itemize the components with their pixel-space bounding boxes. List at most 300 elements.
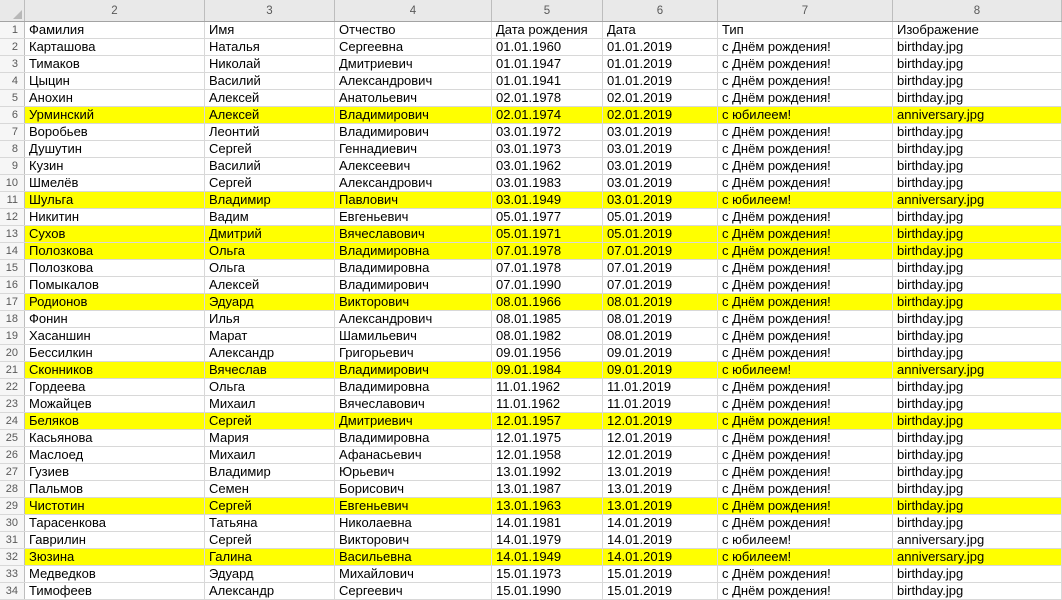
cell-birth-date[interactable]: 14.01.1949	[492, 549, 603, 565]
cell-birth-date[interactable]: 14.01.1979	[492, 532, 603, 548]
cell-surname[interactable]: Помыкалов	[25, 277, 205, 293]
cell-date[interactable]: 15.01.2019	[603, 566, 718, 582]
row-number-6[interactable]: 6	[0, 107, 25, 123]
cell-type[interactable]: с юбилеем!	[718, 107, 893, 123]
row-number-15[interactable]: 15	[0, 260, 25, 276]
cell-date[interactable]: 01.01.2019	[603, 56, 718, 72]
cell-first-name[interactable]: Дмитрий	[205, 226, 335, 242]
cell-first-name[interactable]: Сергей	[205, 498, 335, 514]
header-cell-surname[interactable]: Фамилия	[25, 22, 205, 38]
cell-birth-date[interactable]: 07.01.1990	[492, 277, 603, 293]
row-number-28[interactable]: 28	[0, 481, 25, 497]
cell-type[interactable]: с Днём рождения!	[718, 430, 893, 446]
row-number-25[interactable]: 25	[0, 430, 25, 446]
cell-image[interactable]: birthday.jpg	[893, 260, 1062, 276]
header-cell-birth-date[interactable]: Дата рождения	[492, 22, 603, 38]
cell-patronymic[interactable]: Михайлович	[335, 566, 492, 582]
cell-patronymic[interactable]: Вячеславович	[335, 396, 492, 412]
row-number-31[interactable]: 31	[0, 532, 25, 548]
cell-patronymic[interactable]: Владимировна	[335, 379, 492, 395]
cell-date[interactable]: 03.01.2019	[603, 158, 718, 174]
table-row	[0, 583, 1062, 600]
cell-date[interactable]: 11.01.2019	[603, 379, 718, 395]
cell-patronymic[interactable]: Геннадиевич	[335, 141, 492, 157]
cell-first-name[interactable]: Сергей	[205, 175, 335, 191]
cell-type[interactable]: с Днём рождения!	[718, 243, 893, 259]
cell-date[interactable]: 07.01.2019	[603, 260, 718, 276]
cell-date[interactable]: 01.01.2019	[603, 39, 718, 55]
cell-first-name[interactable]: Леонтий	[205, 124, 335, 140]
row-number-24[interactable]: 24	[0, 413, 25, 429]
header-cell-first-name[interactable]: Имя	[205, 22, 335, 38]
cell-first-name[interactable]: Галина	[205, 549, 335, 565]
cell-date[interactable]: 12.01.2019	[603, 447, 718, 463]
column-header-6[interactable]: 6	[603, 0, 718, 21]
cell-date[interactable]: 08.01.2019	[603, 294, 718, 310]
cell-patronymic[interactable]: Викторович	[335, 532, 492, 548]
cell-date[interactable]: 01.01.2019	[603, 73, 718, 89]
cell-image[interactable]: birthday.jpg	[893, 413, 1062, 429]
cell-type[interactable]: с Днём рождения!	[718, 90, 893, 106]
cell-date[interactable]: 05.01.2019	[603, 226, 718, 242]
row-number-17[interactable]: 17	[0, 294, 25, 310]
cell-surname[interactable]: Никитин	[25, 209, 205, 225]
row-number-11[interactable]: 11	[0, 192, 25, 208]
cell-date[interactable]: 12.01.2019	[603, 430, 718, 446]
cell-birth-date[interactable]: 15.01.1973	[492, 566, 603, 582]
cell-birth-date[interactable]: 13.01.1963	[492, 498, 603, 514]
row-number-27[interactable]: 27	[0, 464, 25, 480]
row-number-2[interactable]: 2	[0, 39, 25, 55]
cell-type[interactable]: с Днём рождения!	[718, 447, 893, 463]
cell-image[interactable]: birthday.jpg	[893, 90, 1062, 106]
cell-first-name[interactable]: Сергей	[205, 413, 335, 429]
cell-image[interactable]: birthday.jpg	[893, 566, 1062, 582]
cell-type[interactable]: с Днём рождения!	[718, 311, 893, 327]
cell-date[interactable]: 14.01.2019	[603, 549, 718, 565]
cell-patronymic[interactable]: Владимировна	[335, 260, 492, 276]
cell-first-name[interactable]: Василий	[205, 158, 335, 174]
table-row	[0, 311, 1062, 328]
header-cell-type[interactable]: Тип	[718, 22, 893, 38]
cell-image[interactable]: birthday.jpg	[893, 379, 1062, 395]
cell-birth-date[interactable]: 07.01.1978	[492, 260, 603, 276]
column-header-8[interactable]: 8	[893, 0, 1062, 21]
cell-image[interactable]: birthday.jpg	[893, 515, 1062, 531]
table-row	[0, 566, 1062, 583]
cell-date[interactable]: 07.01.2019	[603, 243, 718, 259]
table-row	[0, 73, 1062, 90]
cell-birth-date[interactable]: 01.01.1941	[492, 73, 603, 89]
cell-type[interactable]: с Днём рождения!	[718, 566, 893, 582]
cell-type[interactable]: с Днём рождения!	[718, 124, 893, 140]
cell-date[interactable]: 05.01.2019	[603, 209, 718, 225]
cell-surname[interactable]: Воробьев	[25, 124, 205, 140]
cell-patronymic[interactable]: Григорьевич	[335, 345, 492, 361]
cell-birth-date[interactable]: 02.01.1978	[492, 90, 603, 106]
cell-first-name[interactable]: Татьяна	[205, 515, 335, 531]
cell-surname[interactable]: Тимофеев	[25, 583, 205, 599]
cell-image[interactable]: anniversary.jpg	[893, 192, 1062, 208]
cell-birth-date[interactable]: 15.01.1990	[492, 583, 603, 599]
cell-type[interactable]: с Днём рождения!	[718, 294, 893, 310]
cell-surname[interactable]: Беляков	[25, 413, 205, 429]
cell-surname[interactable]: Родионов	[25, 294, 205, 310]
select-all-corner[interactable]	[0, 0, 25, 21]
cell-patronymic[interactable]: Евгеньевич	[335, 209, 492, 225]
table-row	[0, 124, 1062, 141]
cell-birth-date[interactable]: 12.01.1957	[492, 413, 603, 429]
row-number-30[interactable]: 30	[0, 515, 25, 531]
cell-surname[interactable]: Чистотин	[25, 498, 205, 514]
cell-first-name[interactable]: Владимир	[205, 192, 335, 208]
cell-surname[interactable]: Медведков	[25, 566, 205, 582]
row-number-4[interactable]: 4	[0, 73, 25, 89]
cell-date[interactable]: 11.01.2019	[603, 396, 718, 412]
cell-date[interactable]: 03.01.2019	[603, 124, 718, 140]
row-number-7[interactable]: 7	[0, 124, 25, 140]
cell-surname[interactable]: Гаврилин	[25, 532, 205, 548]
cell-image[interactable]: birthday.jpg	[893, 464, 1062, 480]
select-all-triangle-icon	[13, 10, 22, 19]
cell-birth-date[interactable]: 08.01.1982	[492, 328, 603, 344]
cell-surname[interactable]: Душутин	[25, 141, 205, 157]
cell-date[interactable]: 14.01.2019	[603, 515, 718, 531]
cell-image[interactable]: anniversary.jpg	[893, 107, 1062, 123]
cell-patronymic[interactable]: Викторович	[335, 294, 492, 310]
cell-type[interactable]: с Днём рождения!	[718, 277, 893, 293]
table-row	[0, 243, 1062, 260]
row-number-8[interactable]: 8	[0, 141, 25, 157]
cell-birth-date[interactable]: 14.01.1981	[492, 515, 603, 531]
row-number-21[interactable]: 21	[0, 362, 25, 378]
cell-surname[interactable]: Сухов	[25, 226, 205, 242]
cell-type[interactable]: с Днём рождения!	[718, 141, 893, 157]
table-row	[0, 413, 1062, 430]
cell-image[interactable]: birthday.jpg	[893, 498, 1062, 514]
cell-image[interactable]: birthday.jpg	[893, 175, 1062, 191]
cell-patronymic[interactable]: Владимировна	[335, 243, 492, 259]
cell-patronymic[interactable]: Александрович	[335, 175, 492, 191]
column-header-5[interactable]: 5	[492, 0, 603, 21]
cell-date[interactable]: 13.01.2019	[603, 464, 718, 480]
cell-date[interactable]: 15.01.2019	[603, 583, 718, 599]
cell-type[interactable]: с Днём рождения!	[718, 498, 893, 514]
cell-image[interactable]: birthday.jpg	[893, 243, 1062, 259]
cell-image[interactable]: birthday.jpg	[893, 73, 1062, 89]
cell-surname[interactable]: Полозкова	[25, 243, 205, 259]
row-number-29[interactable]: 29	[0, 498, 25, 514]
row-number-23[interactable]: 23	[0, 396, 25, 412]
row-number-26[interactable]: 26	[0, 447, 25, 463]
table-row	[0, 430, 1062, 447]
cell-birth-date[interactable]: 12.01.1958	[492, 447, 603, 463]
cell-surname[interactable]: Сконников	[25, 362, 205, 378]
cell-surname[interactable]: Можайцев	[25, 396, 205, 412]
column-header-2[interactable]: 2	[25, 0, 205, 21]
cell-birth-date[interactable]: 01.01.1947	[492, 56, 603, 72]
cell-first-name[interactable]: Михаил	[205, 447, 335, 463]
cell-patronymic[interactable]: Павлович	[335, 192, 492, 208]
cell-image[interactable]: birthday.jpg	[893, 430, 1062, 446]
table-row	[0, 532, 1062, 549]
cell-first-name[interactable]: Эдуард	[205, 566, 335, 582]
cell-surname[interactable]: Бессилкин	[25, 345, 205, 361]
header-cell-patronymic[interactable]: Отчество	[335, 22, 492, 38]
cell-image[interactable]: birthday.jpg	[893, 447, 1062, 463]
cell-type[interactable]: с Днём рождения!	[718, 396, 893, 412]
cell-date[interactable]: 03.01.2019	[603, 175, 718, 191]
row-number-19[interactable]: 19	[0, 328, 25, 344]
cell-first-name[interactable]: Сергей	[205, 532, 335, 548]
cell-date[interactable]: 09.01.2019	[603, 345, 718, 361]
cell-birth-date[interactable]: 11.01.1962	[492, 379, 603, 395]
cell-patronymic[interactable]: Владимировна	[335, 430, 492, 446]
cell-patronymic[interactable]: Владимирович	[335, 107, 492, 123]
cell-type[interactable]: с юбилеем!	[718, 532, 893, 548]
cell-surname[interactable]: Шульга	[25, 192, 205, 208]
cell-patronymic[interactable]: Владимирович	[335, 124, 492, 140]
cell-first-name[interactable]: Николай	[205, 56, 335, 72]
cell-image[interactable]: birthday.jpg	[893, 39, 1062, 55]
cell-patronymic[interactable]: Владимирович	[335, 362, 492, 378]
cell-birth-date[interactable]: 08.01.1985	[492, 311, 603, 327]
cell-surname[interactable]: Тимаков	[25, 56, 205, 72]
cell-image[interactable]: anniversary.jpg	[893, 362, 1062, 378]
cell-birth-date[interactable]: 03.01.1983	[492, 175, 603, 191]
cell-first-name[interactable]: Наталья	[205, 39, 335, 55]
cell-patronymic[interactable]: Афанасьевич	[335, 447, 492, 463]
cell-patronymic[interactable]: Васильевна	[335, 549, 492, 565]
cell-surname[interactable]: Кузин	[25, 158, 205, 174]
table-row	[0, 345, 1062, 362]
cell-surname[interactable]: Касьянова	[25, 430, 205, 446]
cell-first-name[interactable]: Ольга	[205, 379, 335, 395]
row-number-33[interactable]: 33	[0, 566, 25, 582]
cell-patronymic[interactable]: Дмитриевич	[335, 413, 492, 429]
cell-surname[interactable]: Полозкова	[25, 260, 205, 276]
cell-surname[interactable]: Фонин	[25, 311, 205, 327]
cell-first-name[interactable]: Илья	[205, 311, 335, 327]
cell-first-name[interactable]: Владимир	[205, 464, 335, 480]
cell-date[interactable]: 09.01.2019	[603, 362, 718, 378]
row-number-1[interactable]: 1	[0, 22, 25, 38]
cell-patronymic[interactable]: Вячеславович	[335, 226, 492, 242]
cell-type[interactable]: с Днём рождения!	[718, 175, 893, 191]
cell-image[interactable]: birthday.jpg	[893, 209, 1062, 225]
cell-image[interactable]: anniversary.jpg	[893, 532, 1062, 548]
cell-surname[interactable]: Гузиев	[25, 464, 205, 480]
cell-first-name[interactable]: Ольга	[205, 243, 335, 259]
cell-first-name[interactable]: Алексей	[205, 90, 335, 106]
table-row	[0, 379, 1062, 396]
cell-date[interactable]: 08.01.2019	[603, 311, 718, 327]
cell-image[interactable]: birthday.jpg	[893, 481, 1062, 497]
cell-surname[interactable]: Маслоед	[25, 447, 205, 463]
cell-image[interactable]: birthday.jpg	[893, 56, 1062, 72]
cell-image[interactable]: birthday.jpg	[893, 124, 1062, 140]
cell-birth-date[interactable]: 12.01.1975	[492, 430, 603, 446]
cell-first-name[interactable]: Эдуард	[205, 294, 335, 310]
cell-image[interactable]: birthday.jpg	[893, 311, 1062, 327]
cell-type[interactable]: с Днём рождения!	[718, 73, 893, 89]
cell-patronymic[interactable]: Шамильевич	[335, 328, 492, 344]
cell-patronymic[interactable]: Алексеевич	[335, 158, 492, 174]
cell-date[interactable]: 02.01.2019	[603, 107, 718, 123]
cell-birth-date[interactable]: 09.01.1956	[492, 345, 603, 361]
cell-first-name[interactable]: Алексей	[205, 107, 335, 123]
cell-type[interactable]: с Днём рождения!	[718, 158, 893, 174]
row-number-5[interactable]: 5	[0, 90, 25, 106]
row-number-34[interactable]: 34	[0, 583, 25, 599]
cell-patronymic[interactable]: Анатольевич	[335, 90, 492, 106]
cell-birth-date[interactable]: 05.01.1971	[492, 226, 603, 242]
cell-first-name[interactable]: Ольга	[205, 260, 335, 276]
table-row	[0, 192, 1062, 209]
cell-birth-date[interactable]: 03.01.1962	[492, 158, 603, 174]
cell-type[interactable]: с Днём рождения!	[718, 209, 893, 225]
row-number-12[interactable]: 12	[0, 209, 25, 225]
cell-patronymic[interactable]: Дмитриевич	[335, 56, 492, 72]
cell-first-name[interactable]: Александр	[205, 583, 335, 599]
cell-type[interactable]: с юбилеем!	[718, 192, 893, 208]
cell-first-name[interactable]: Мария	[205, 430, 335, 446]
cell-image[interactable]: birthday.jpg	[893, 583, 1062, 599]
cell-type[interactable]: с юбилеем!	[718, 362, 893, 378]
table-row	[0, 549, 1062, 566]
cell-type[interactable]: с Днём рождения!	[718, 481, 893, 497]
cell-date[interactable]: 13.01.2019	[603, 481, 718, 497]
cell-patronymic[interactable]: Евгеньевич	[335, 498, 492, 514]
cell-surname[interactable]: Шмелёв	[25, 175, 205, 191]
cell-patronymic[interactable]: Николаевна	[335, 515, 492, 531]
cell-first-name[interactable]: Алексей	[205, 277, 335, 293]
cell-surname[interactable]: Цыцин	[25, 73, 205, 89]
cell-type[interactable]: с Днём рождения!	[718, 379, 893, 395]
cell-image[interactable]: birthday.jpg	[893, 345, 1062, 361]
cell-birth-date[interactable]: 13.01.1987	[492, 481, 603, 497]
cell-surname[interactable]: Карташова	[25, 39, 205, 55]
cell-first-name[interactable]: Сергей	[205, 141, 335, 157]
table-row	[0, 464, 1062, 481]
cell-image[interactable]: birthday.jpg	[893, 226, 1062, 242]
cell-type[interactable]: с Днём рождения!	[718, 515, 893, 531]
row-number-20[interactable]: 20	[0, 345, 25, 361]
row-number-18[interactable]: 18	[0, 311, 25, 327]
row-number-3[interactable]: 3	[0, 56, 25, 72]
cell-first-name[interactable]: Вячеслав	[205, 362, 335, 378]
cell-patronymic[interactable]: Борисович	[335, 481, 492, 497]
cell-image[interactable]: birthday.jpg	[893, 158, 1062, 174]
cell-type[interactable]: с Днём рождения!	[718, 345, 893, 361]
cell-patronymic[interactable]: Александрович	[335, 73, 492, 89]
cell-birth-date[interactable]: 02.01.1974	[492, 107, 603, 123]
cell-image[interactable]: anniversary.jpg	[893, 549, 1062, 565]
cell-surname[interactable]: Гордеева	[25, 379, 205, 395]
cell-surname[interactable]: Зюзина	[25, 549, 205, 565]
column-header-4[interactable]: 4	[335, 0, 492, 21]
row-number-22[interactable]: 22	[0, 379, 25, 395]
row-number-14[interactable]: 14	[0, 243, 25, 259]
row-number-10[interactable]: 10	[0, 175, 25, 191]
cell-birth-date[interactable]: 03.01.1949	[492, 192, 603, 208]
cell-image[interactable]: birthday.jpg	[893, 328, 1062, 344]
cell-first-name[interactable]: Семен	[205, 481, 335, 497]
cell-birth-date[interactable]: 09.01.1984	[492, 362, 603, 378]
cell-first-name[interactable]: Александр	[205, 345, 335, 361]
cell-type[interactable]: с Днём рождения!	[718, 583, 893, 599]
cell-date[interactable]: 03.01.2019	[603, 141, 718, 157]
cell-type[interactable]: с Днём рождения!	[718, 260, 893, 276]
cell-birth-date[interactable]: 03.01.1973	[492, 141, 603, 157]
cell-image[interactable]: birthday.jpg	[893, 141, 1062, 157]
cell-type[interactable]: с Днём рождения!	[718, 413, 893, 429]
cell-surname[interactable]: Пальмов	[25, 481, 205, 497]
cell-first-name[interactable]: Вадим	[205, 209, 335, 225]
row-number-13[interactable]: 13	[0, 226, 25, 242]
cell-patronymic[interactable]: Александрович	[335, 311, 492, 327]
cell-image[interactable]: birthday.jpg	[893, 294, 1062, 310]
cell-image[interactable]: birthday.jpg	[893, 396, 1062, 412]
cell-type[interactable]: с Днём рождения!	[718, 328, 893, 344]
table-row	[0, 56, 1062, 73]
row-number-32[interactable]: 32	[0, 549, 25, 565]
cell-patronymic[interactable]: Юрьевич	[335, 464, 492, 480]
header-cell-date[interactable]: Дата	[603, 22, 718, 38]
cell-date[interactable]: 07.01.2019	[603, 277, 718, 293]
cell-date[interactable]: 13.01.2019	[603, 498, 718, 514]
cell-birth-date[interactable]: 11.01.1962	[492, 396, 603, 412]
header-cell-image[interactable]: Изображение	[893, 22, 1062, 38]
cell-birth-date[interactable]: 08.01.1966	[492, 294, 603, 310]
cell-birth-date[interactable]: 01.01.1960	[492, 39, 603, 55]
table-row	[0, 226, 1062, 243]
cell-type[interactable]: с юбилеем!	[718, 549, 893, 565]
cell-type[interactable]: с Днём рождения!	[718, 464, 893, 480]
cell-birth-date[interactable]: 05.01.1977	[492, 209, 603, 225]
cell-date[interactable]: 02.01.2019	[603, 90, 718, 106]
cell-date[interactable]: 12.01.2019	[603, 413, 718, 429]
table-row	[0, 515, 1062, 532]
cell-surname[interactable]: Анохин	[25, 90, 205, 106]
cell-type[interactable]: с Днём рождения!	[718, 226, 893, 242]
row-number-9[interactable]: 9	[0, 158, 25, 174]
cell-patronymic[interactable]: Сергеевич	[335, 583, 492, 599]
column-header-3[interactable]: 3	[205, 0, 335, 21]
table-row	[0, 481, 1062, 498]
cell-first-name[interactable]: Михаил	[205, 396, 335, 412]
cell-surname[interactable]: Хасаншин	[25, 328, 205, 344]
cell-date[interactable]: 14.01.2019	[603, 532, 718, 548]
cell-image[interactable]: birthday.jpg	[893, 277, 1062, 293]
cell-surname[interactable]: Тарасенкова	[25, 515, 205, 531]
cell-first-name[interactable]: Василий	[205, 73, 335, 89]
cell-type[interactable]: с Днём рождения!	[718, 39, 893, 55]
cell-type[interactable]: с Днём рождения!	[718, 56, 893, 72]
table-row	[0, 141, 1062, 158]
cell-patronymic[interactable]: Сергеевна	[335, 39, 492, 55]
cell-surname[interactable]: Урминский	[25, 107, 205, 123]
cell-birth-date[interactable]: 07.01.1978	[492, 243, 603, 259]
cell-first-name[interactable]: Марат	[205, 328, 335, 344]
row-number-16[interactable]: 16	[0, 277, 25, 293]
cell-date[interactable]: 03.01.2019	[603, 192, 718, 208]
column-header-7[interactable]: 7	[718, 0, 893, 21]
cell-birth-date[interactable]: 13.01.1992	[492, 464, 603, 480]
cell-patronymic[interactable]: Владимирович	[335, 277, 492, 293]
cell-birth-date[interactable]: 03.01.1972	[492, 124, 603, 140]
cell-date[interactable]: 08.01.2019	[603, 328, 718, 344]
